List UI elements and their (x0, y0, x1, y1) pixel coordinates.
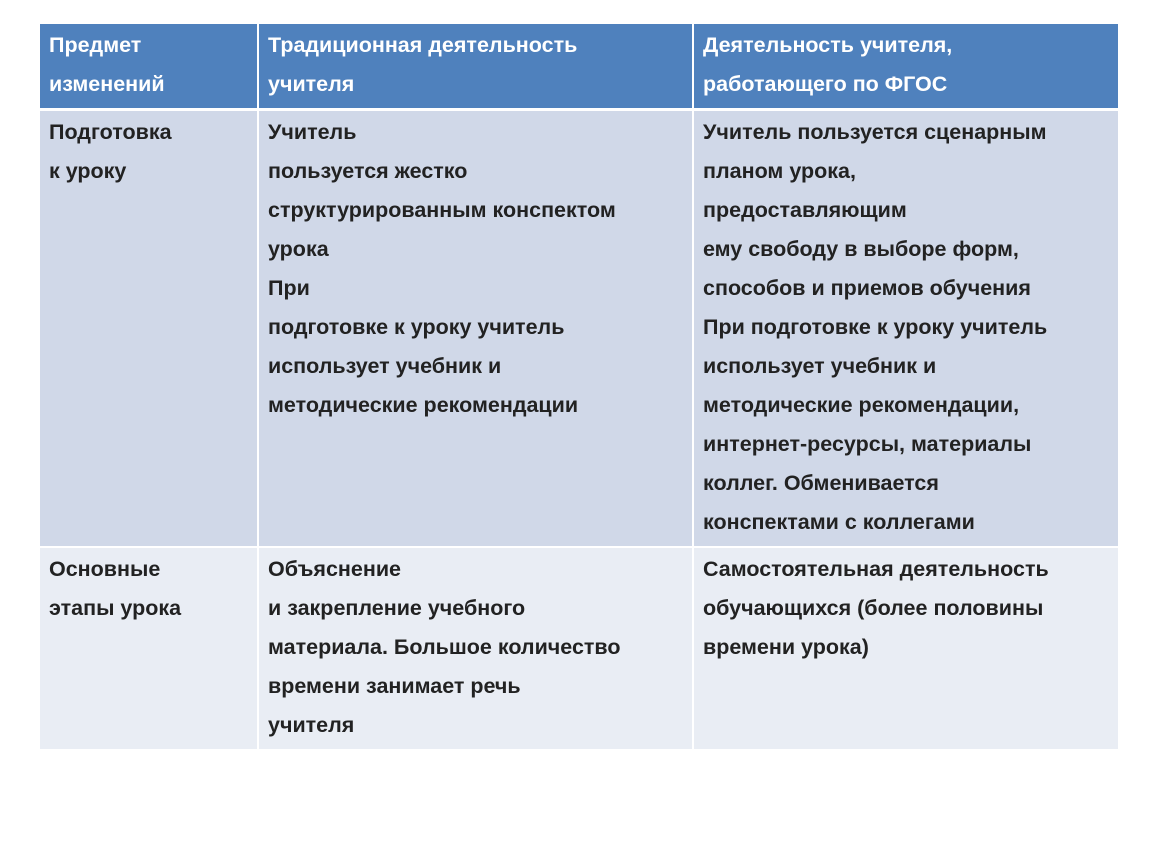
table-row (40, 110, 1118, 548)
table-row (40, 547, 1118, 749)
cell-fgos: Учитель пользуется сценарным планом урока, предоставляющим ему свободу в выборе форм, способов и приемов обучения При подготовке к уроку учитель использует учебник и методические рекомендации, интернет-ресурсы, материалы коллег. Обменивается конспектами с коллегами (693, 110, 1118, 548)
comparison-table (40, 24, 1118, 749)
cell-fgos: Самостоятельная деятельность обучающихся (более половины времени урока) (693, 547, 1118, 749)
header-fgos: Деятельность учителя, работающего по ФГОС (693, 24, 1118, 110)
cell-traditional: Учитель пользуется жестко структурированным конспектом урока При подготовке к уроку учитель использует учебник и методические рекомендации (258, 110, 693, 548)
cell-traditional: Объяснение и закрепление учебного материала. Большое количество времени занимает речь учителя (258, 547, 693, 749)
table-body (40, 110, 1118, 750)
table-header (40, 24, 1118, 110)
cell-subject: Основные этапы урока (40, 547, 258, 749)
header-traditional: Традиционная деятельность учителя (258, 24, 693, 110)
header-row (40, 24, 1118, 110)
cell-subject: Подготовка к уроку (40, 110, 258, 548)
header-subject: Предмет изменений (40, 24, 258, 110)
